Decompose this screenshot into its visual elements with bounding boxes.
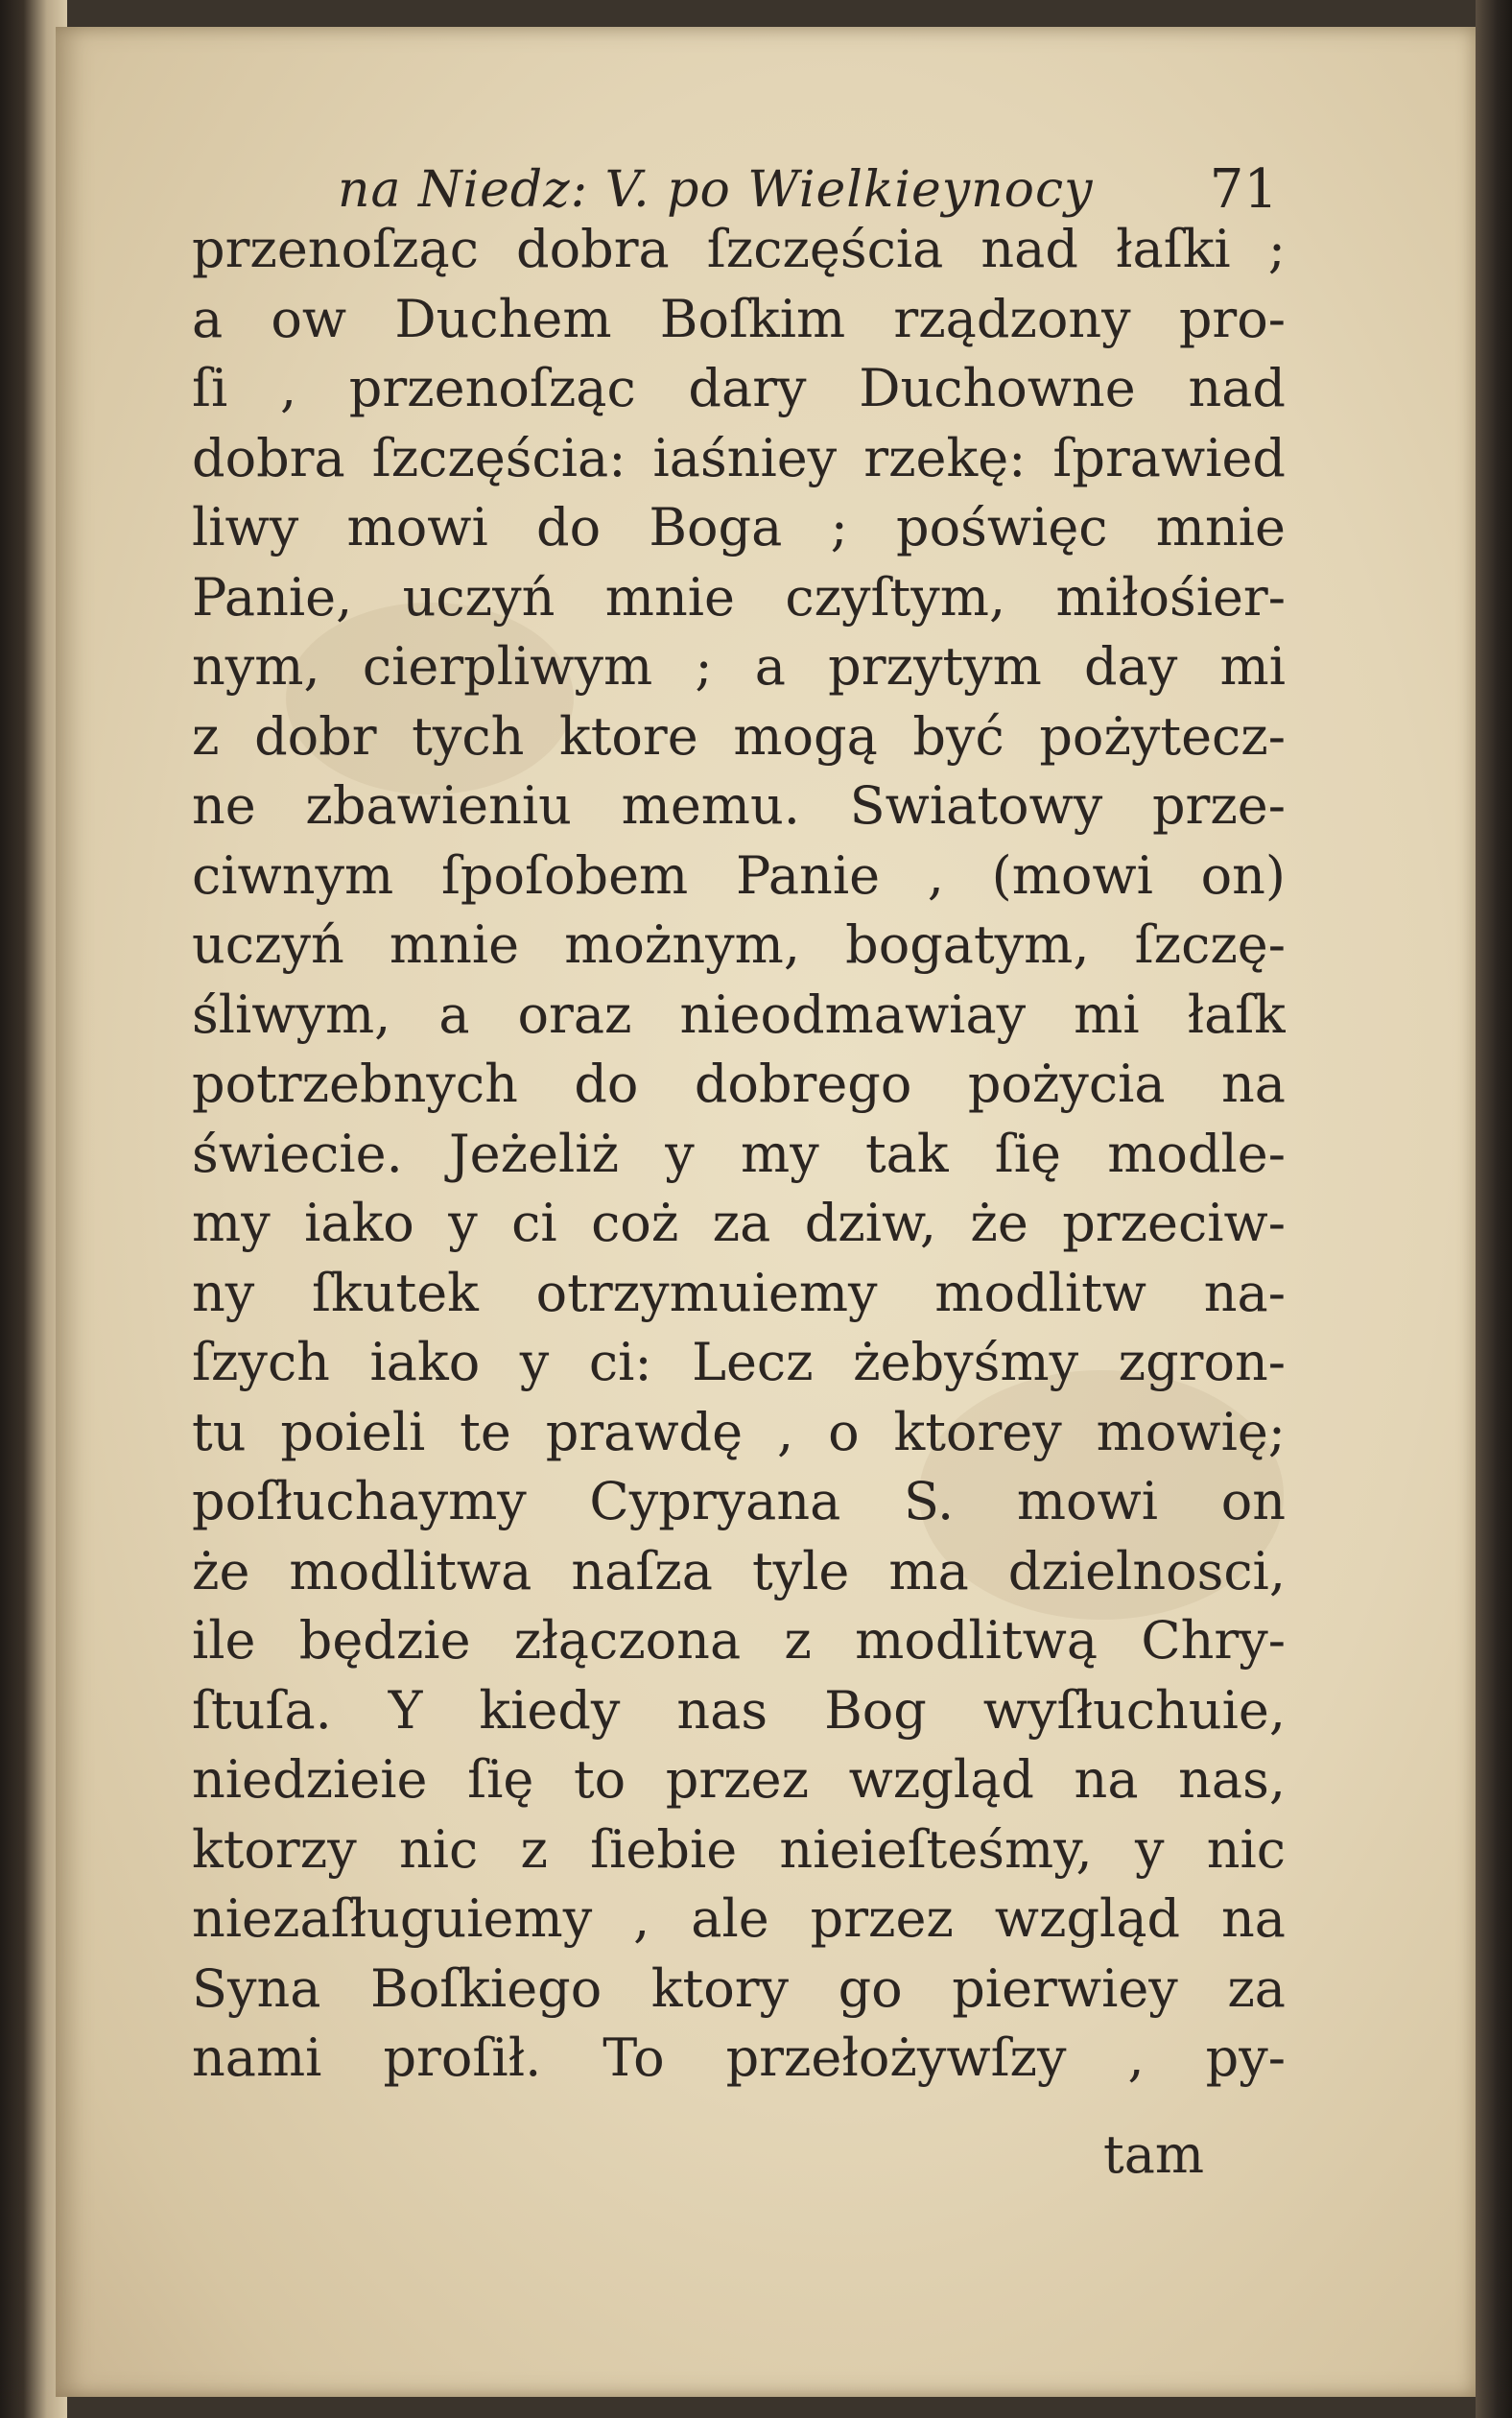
text-line: nym, cierpliwym ; a przytym day mi — [192, 636, 1286, 697]
text-line: my iako y ci coż za dziw, że przeciw- — [192, 1193, 1286, 1253]
text-line: z dobr tych ktore mogą być pożytecz- — [192, 705, 1286, 767]
text-line: a ow Duchem Boſkim rządzony pro- — [192, 288, 1286, 349]
text-line: niezaſługuiemy , ale przez wzgląd na — [192, 1888, 1286, 1949]
right-page-edge — [1476, 0, 1512, 2418]
text-line: liwy mowi do Boga ; poświęc mnie — [192, 497, 1286, 557]
running-head: na Niedz: V. po Wielkieynocy — [338, 161, 1094, 219]
text-line: ile będzie złączona z modlitwą Chry- — [192, 1610, 1286, 1671]
text-line: tu poieli te prawdę , o ktorey mowię; — [192, 1401, 1286, 1462]
body-text — [192, 215, 1286, 2094]
text-line: Panie, uczyń mnie czyſtym, miłośier- — [192, 566, 1286, 628]
text-line: że modlitwa naſza tyle ma dzielnosci, — [192, 1540, 1286, 1601]
text-line: świecie. Jeżeliż y my tak ſię modle- — [192, 1123, 1286, 1184]
text-line: śliwym, a oraz nieodmawiay mi łaſk — [192, 984, 1286, 1045]
text-line: potrzebnych do dobrego pożycia na — [192, 1054, 1286, 1114]
text-line: ſtuſa. Y kiedy nas Bog wyſłuchuie, — [192, 1679, 1286, 1741]
text-line: nami proſił. To przełożywſzy , py- — [192, 2027, 1286, 2088]
catchword: tam — [1103, 2124, 1205, 2185]
text-line: ſzych iako y ci: Lecz żebyśmy zgron- — [192, 1332, 1286, 1392]
text-line: ny ſkutek otrzymuiemy modlitw na- — [192, 1262, 1286, 1323]
text-line: poſłuchaymy Cypryana S. mowi on — [192, 1471, 1286, 1531]
text-line: dobra ſzczęścia: iaśniey rzekę: ſprawied — [192, 427, 1286, 488]
text-line: ne zbawieniu memu. Swiatowy prze- — [192, 775, 1286, 836]
text-line: niedzieie ſię to przez wzgląd na nas, — [192, 1749, 1286, 1810]
text-line: ciwnym ſpoſobem Panie , (mowi on) — [192, 844, 1286, 906]
text-line: przenoſząc dobra ſzczęścia nad łaſki ; — [192, 219, 1286, 279]
text-line: Syna Boſkiego ktory go pierwiey za — [192, 1957, 1286, 2019]
text-line: ſi , przenoſząc dary Duchowne nad — [192, 358, 1286, 418]
page-number: 71 — [1209, 158, 1278, 221]
text-line: ktorzy nic z ſiebie nieieſteśmy, y nic — [192, 1818, 1286, 1880]
text-line: uczyń mnie możnym, bogatym, ſzczę- — [192, 914, 1286, 975]
